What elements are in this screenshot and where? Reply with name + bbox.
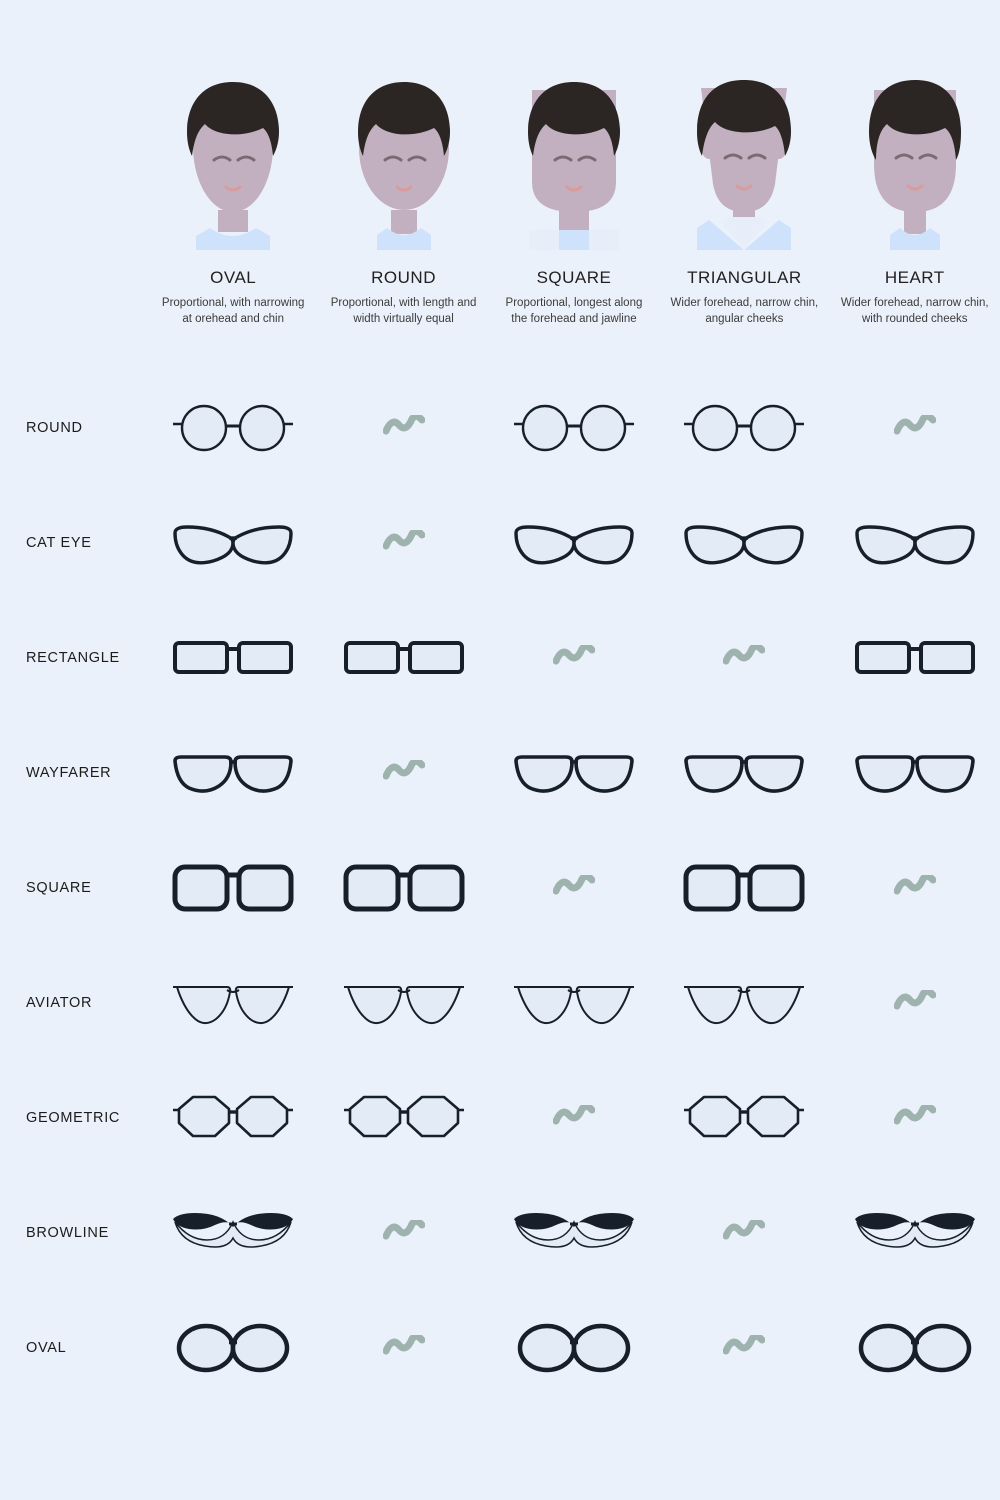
cell-aviator-round <box>318 945 488 1060</box>
glasses-rectangle-icon <box>853 630 977 686</box>
glasses-aviator-icon <box>682 975 806 1031</box>
glasses-square-icon <box>682 858 806 918</box>
glasses-round-icon <box>682 400 806 456</box>
cell-browline-round <box>318 1175 488 1290</box>
cell-rectangle-square <box>489 600 659 715</box>
row-label-browline: BROWLINE <box>26 1224 109 1241</box>
cell-square-triangular <box>659 830 829 945</box>
face-name-heart: HEART <box>884 268 945 287</box>
cell-oval-triangular <box>659 1290 829 1405</box>
cell-round-triangular <box>659 370 829 485</box>
glasses-aviator-icon <box>342 975 466 1031</box>
cell-wayfarer-heart <box>830 715 1000 830</box>
cell-browline-triangular <box>659 1175 829 1290</box>
no-match-icon <box>383 530 425 556</box>
no-match-icon <box>723 645 765 671</box>
row-label-square: SQUARE <box>26 879 92 896</box>
cell-geometric-heart <box>830 1060 1000 1175</box>
cell-aviator-heart <box>830 945 1000 1060</box>
glasses-geometric-icon <box>171 1090 295 1146</box>
cell-wayfarer-round <box>318 715 488 830</box>
cell-aviator-triangular <box>659 945 829 1060</box>
glasses-oval-icon <box>856 1320 974 1376</box>
cell-geometric-square <box>489 1060 659 1175</box>
glasses-square-icon <box>342 858 466 918</box>
glasses-round-icon <box>512 400 636 456</box>
face-name-oval: OVAL <box>210 268 257 287</box>
no-match-icon <box>383 760 425 786</box>
cell-browline-square <box>489 1175 659 1290</box>
no-match-icon <box>383 1335 425 1361</box>
face-column-heart <box>830 0 1000 370</box>
cell-wayfarer-triangular <box>659 715 829 830</box>
no-match-icon <box>894 415 936 441</box>
cell-rectangle-heart <box>830 600 1000 715</box>
no-match-icon <box>553 1105 595 1131</box>
face-illustration-oval <box>158 60 308 250</box>
glasses-geometric-icon <box>342 1090 466 1146</box>
cell-cateye-round <box>318 485 488 600</box>
row-label-wayfarer: WAYFARER <box>26 764 112 781</box>
cell-wayfarer-oval <box>148 715 318 830</box>
glasses-aviator-icon <box>512 975 636 1031</box>
cell-cateye-square <box>489 485 659 600</box>
cell-cateye-heart <box>830 485 1000 600</box>
cell-oval-heart <box>830 1290 1000 1405</box>
cell-rectangle-triangular <box>659 600 829 715</box>
cell-geometric-round <box>318 1060 488 1175</box>
row-label-cat-eye: CAT EYE <box>26 534 92 551</box>
glasses-round-icon <box>171 400 295 456</box>
cell-oval-round <box>318 1290 488 1405</box>
face-description-triangular: Wider forehead, narrow chin, angular cheeks <box>670 297 819 325</box>
cell-geometric-oval <box>148 1060 318 1175</box>
face-illustration-round <box>329 60 479 250</box>
matrix-corner-spacer <box>0 0 148 370</box>
cell-cateye-oval <box>148 485 318 600</box>
face-name-square: SQUARE <box>536 268 612 287</box>
glasses-oval-icon <box>174 1320 292 1376</box>
face-description-round: Proportional, with length and width virtually equal <box>330 297 477 325</box>
cell-round-round <box>318 370 488 485</box>
cell-square-heart <box>830 830 1000 945</box>
glasses-cat-eye-icon <box>512 515 636 571</box>
no-match-icon <box>553 875 595 901</box>
glasses-aviator-icon <box>171 975 295 1031</box>
row-label-aviator: AVIATOR <box>26 994 93 1011</box>
row-label-round: ROUND <box>26 419 83 436</box>
cell-square-oval <box>148 830 318 945</box>
cell-oval-square <box>489 1290 659 1405</box>
row-label-rectangle: RECTANGLE <box>26 649 120 666</box>
row-label-oval: OVAL <box>26 1339 67 1356</box>
glasses-browline-icon <box>512 1208 636 1258</box>
cell-oval-oval <box>148 1290 318 1405</box>
face-description-heart: Wider forehead, narrow chin, with rounded cheeks <box>840 297 989 325</box>
face-illustration-triangular <box>669 60 819 250</box>
cell-browline-heart <box>830 1175 1000 1290</box>
cell-square-round <box>318 830 488 945</box>
glasses-cat-eye-icon <box>853 515 977 571</box>
face-illustration-square <box>499 60 649 250</box>
no-match-icon <box>383 415 425 441</box>
glasses-browline-icon <box>853 1208 977 1258</box>
cell-rectangle-round <box>318 600 488 715</box>
cell-browline-oval <box>148 1175 318 1290</box>
face-name-round: ROUND <box>371 268 436 287</box>
face-column-round <box>318 0 488 370</box>
glasses-square-icon <box>171 858 295 918</box>
glasses-rectangle-icon <box>342 630 466 686</box>
cell-rectangle-oval <box>148 600 318 715</box>
glasses-browline-icon <box>171 1208 295 1258</box>
face-description-oval: Proportional, with narrowing at orehead and chin <box>161 297 305 325</box>
cell-aviator-oval <box>148 945 318 1060</box>
glasses-oval-icon <box>515 1320 633 1376</box>
no-match-icon <box>894 990 936 1016</box>
glasses-wayfarer-icon <box>853 745 977 801</box>
glasses-rectangle-icon <box>171 630 295 686</box>
no-match-icon <box>894 1105 936 1131</box>
face-column-triangular <box>659 0 829 370</box>
cell-square-square <box>489 830 659 945</box>
face-column-square <box>489 0 659 370</box>
cell-round-square <box>489 370 659 485</box>
cell-cateye-triangular <box>659 485 829 600</box>
no-match-icon <box>723 1220 765 1246</box>
cell-round-oval <box>148 370 318 485</box>
face-description-square: Proportional, longest along the forehead and jawline <box>505 297 643 325</box>
glasses-geometric-icon <box>682 1090 806 1146</box>
no-match-icon <box>383 1220 425 1246</box>
cell-wayfarer-square <box>489 715 659 830</box>
no-match-icon <box>723 1335 765 1361</box>
cell-geometric-triangular <box>659 1060 829 1175</box>
face-illustration-heart <box>840 60 990 250</box>
face-column-oval <box>148 0 318 370</box>
glasses-wayfarer-icon <box>171 745 295 801</box>
glasses-cat-eye-icon <box>682 515 806 571</box>
cell-aviator-square <box>489 945 659 1060</box>
row-label-geometric: GEOMETRIC <box>26 1109 121 1126</box>
glasses-wayfarer-icon <box>682 745 806 801</box>
cell-round-heart <box>830 370 1000 485</box>
no-match-icon <box>894 875 936 901</box>
no-match-icon <box>553 645 595 671</box>
glasses-wayfarer-icon <box>512 745 636 801</box>
face-name-triangular: TRIANGULAR <box>687 268 802 287</box>
glasses-cat-eye-icon <box>171 515 295 571</box>
